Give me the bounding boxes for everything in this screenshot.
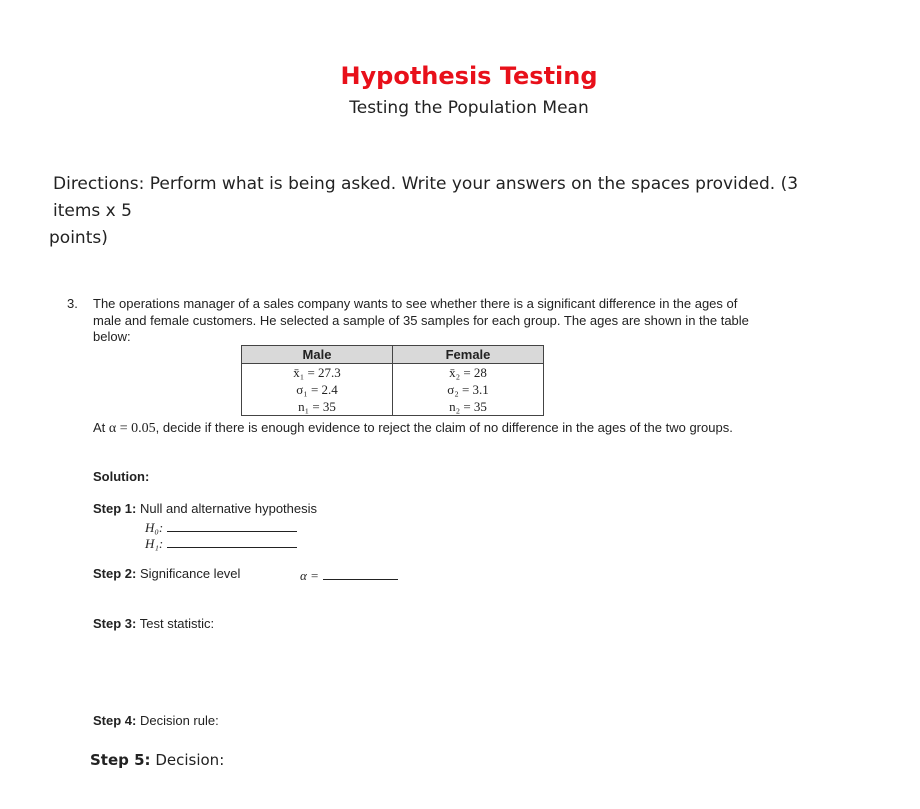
h1-row	[145, 535, 297, 553]
table-cell: σ₂ = 3.1	[393, 381, 544, 398]
table-header-male: Male	[242, 346, 393, 364]
step-1-label: Step 1:	[93, 501, 137, 516]
table-cell: x̄₂ = 28	[393, 364, 544, 382]
step-5-label: Step 5:	[90, 751, 151, 769]
page-title: Hypothesis Testing	[340, 62, 598, 90]
h0-label: H₀:	[145, 520, 164, 535]
table-row	[242, 364, 544, 382]
item-number: 3.	[67, 296, 78, 311]
h1-label: H₁:	[145, 536, 164, 551]
step-1-text: Null and alternative hypothesis	[139, 501, 318, 516]
question-suffix: , decide if there is enough evidence to reject the claim of no difference in the ages of the two groups.	[155, 420, 733, 435]
problem-text: The operations manager of a sales company wants to see whether there is a significant difference in the ages of male and female customers. He selected a sample of 35 samples for each group. The ages are shown in the table below:	[93, 296, 749, 344]
question-text	[93, 420, 753, 438]
step-2-text: Significance level	[139, 566, 241, 581]
step-3-text: Test statistic:	[139, 616, 215, 631]
data-table	[241, 345, 544, 416]
table-cell: x̄₁ = 27.3	[242, 364, 393, 382]
page-subtitle: Testing the Population Mean	[349, 98, 589, 118]
alpha-label: α =	[300, 568, 319, 583]
step-3	[93, 616, 214, 631]
alpha-row	[300, 567, 398, 585]
table-header-row	[242, 346, 544, 364]
step-2	[93, 566, 240, 581]
directions	[49, 171, 849, 252]
h0-answer-blank[interactable]	[167, 531, 297, 532]
table-header-female: Female	[393, 346, 544, 364]
step-4-text: Decision rule:	[139, 713, 219, 728]
step-1	[93, 501, 317, 516]
table-cell: n₂ = 35	[393, 398, 544, 416]
table-row	[242, 398, 544, 416]
directions-line-2: points)	[49, 228, 108, 248]
step-2-label: Step 2:	[93, 566, 137, 581]
table-cell: σ₁ = 2.4	[242, 381, 393, 398]
step-3-label: Step 3:	[93, 616, 137, 631]
question-alpha: α = 0.05	[108, 421, 156, 436]
directions-line-1: Directions: Perform what is being asked. Write your answers on the spaces provided. (3 items x 5	[53, 174, 799, 221]
solution-label: Solution:	[93, 469, 150, 484]
question-prefix: At	[93, 420, 109, 435]
alpha-answer-blank[interactable]	[323, 579, 398, 580]
step-5-text: Decision:	[155, 751, 225, 769]
step-4-label: Step 4:	[93, 713, 137, 728]
step-5	[90, 751, 224, 769]
step-4	[93, 713, 219, 728]
table-row	[242, 381, 544, 398]
h1-answer-blank[interactable]	[167, 547, 297, 548]
table-cell: n₁ = 35	[242, 398, 393, 416]
